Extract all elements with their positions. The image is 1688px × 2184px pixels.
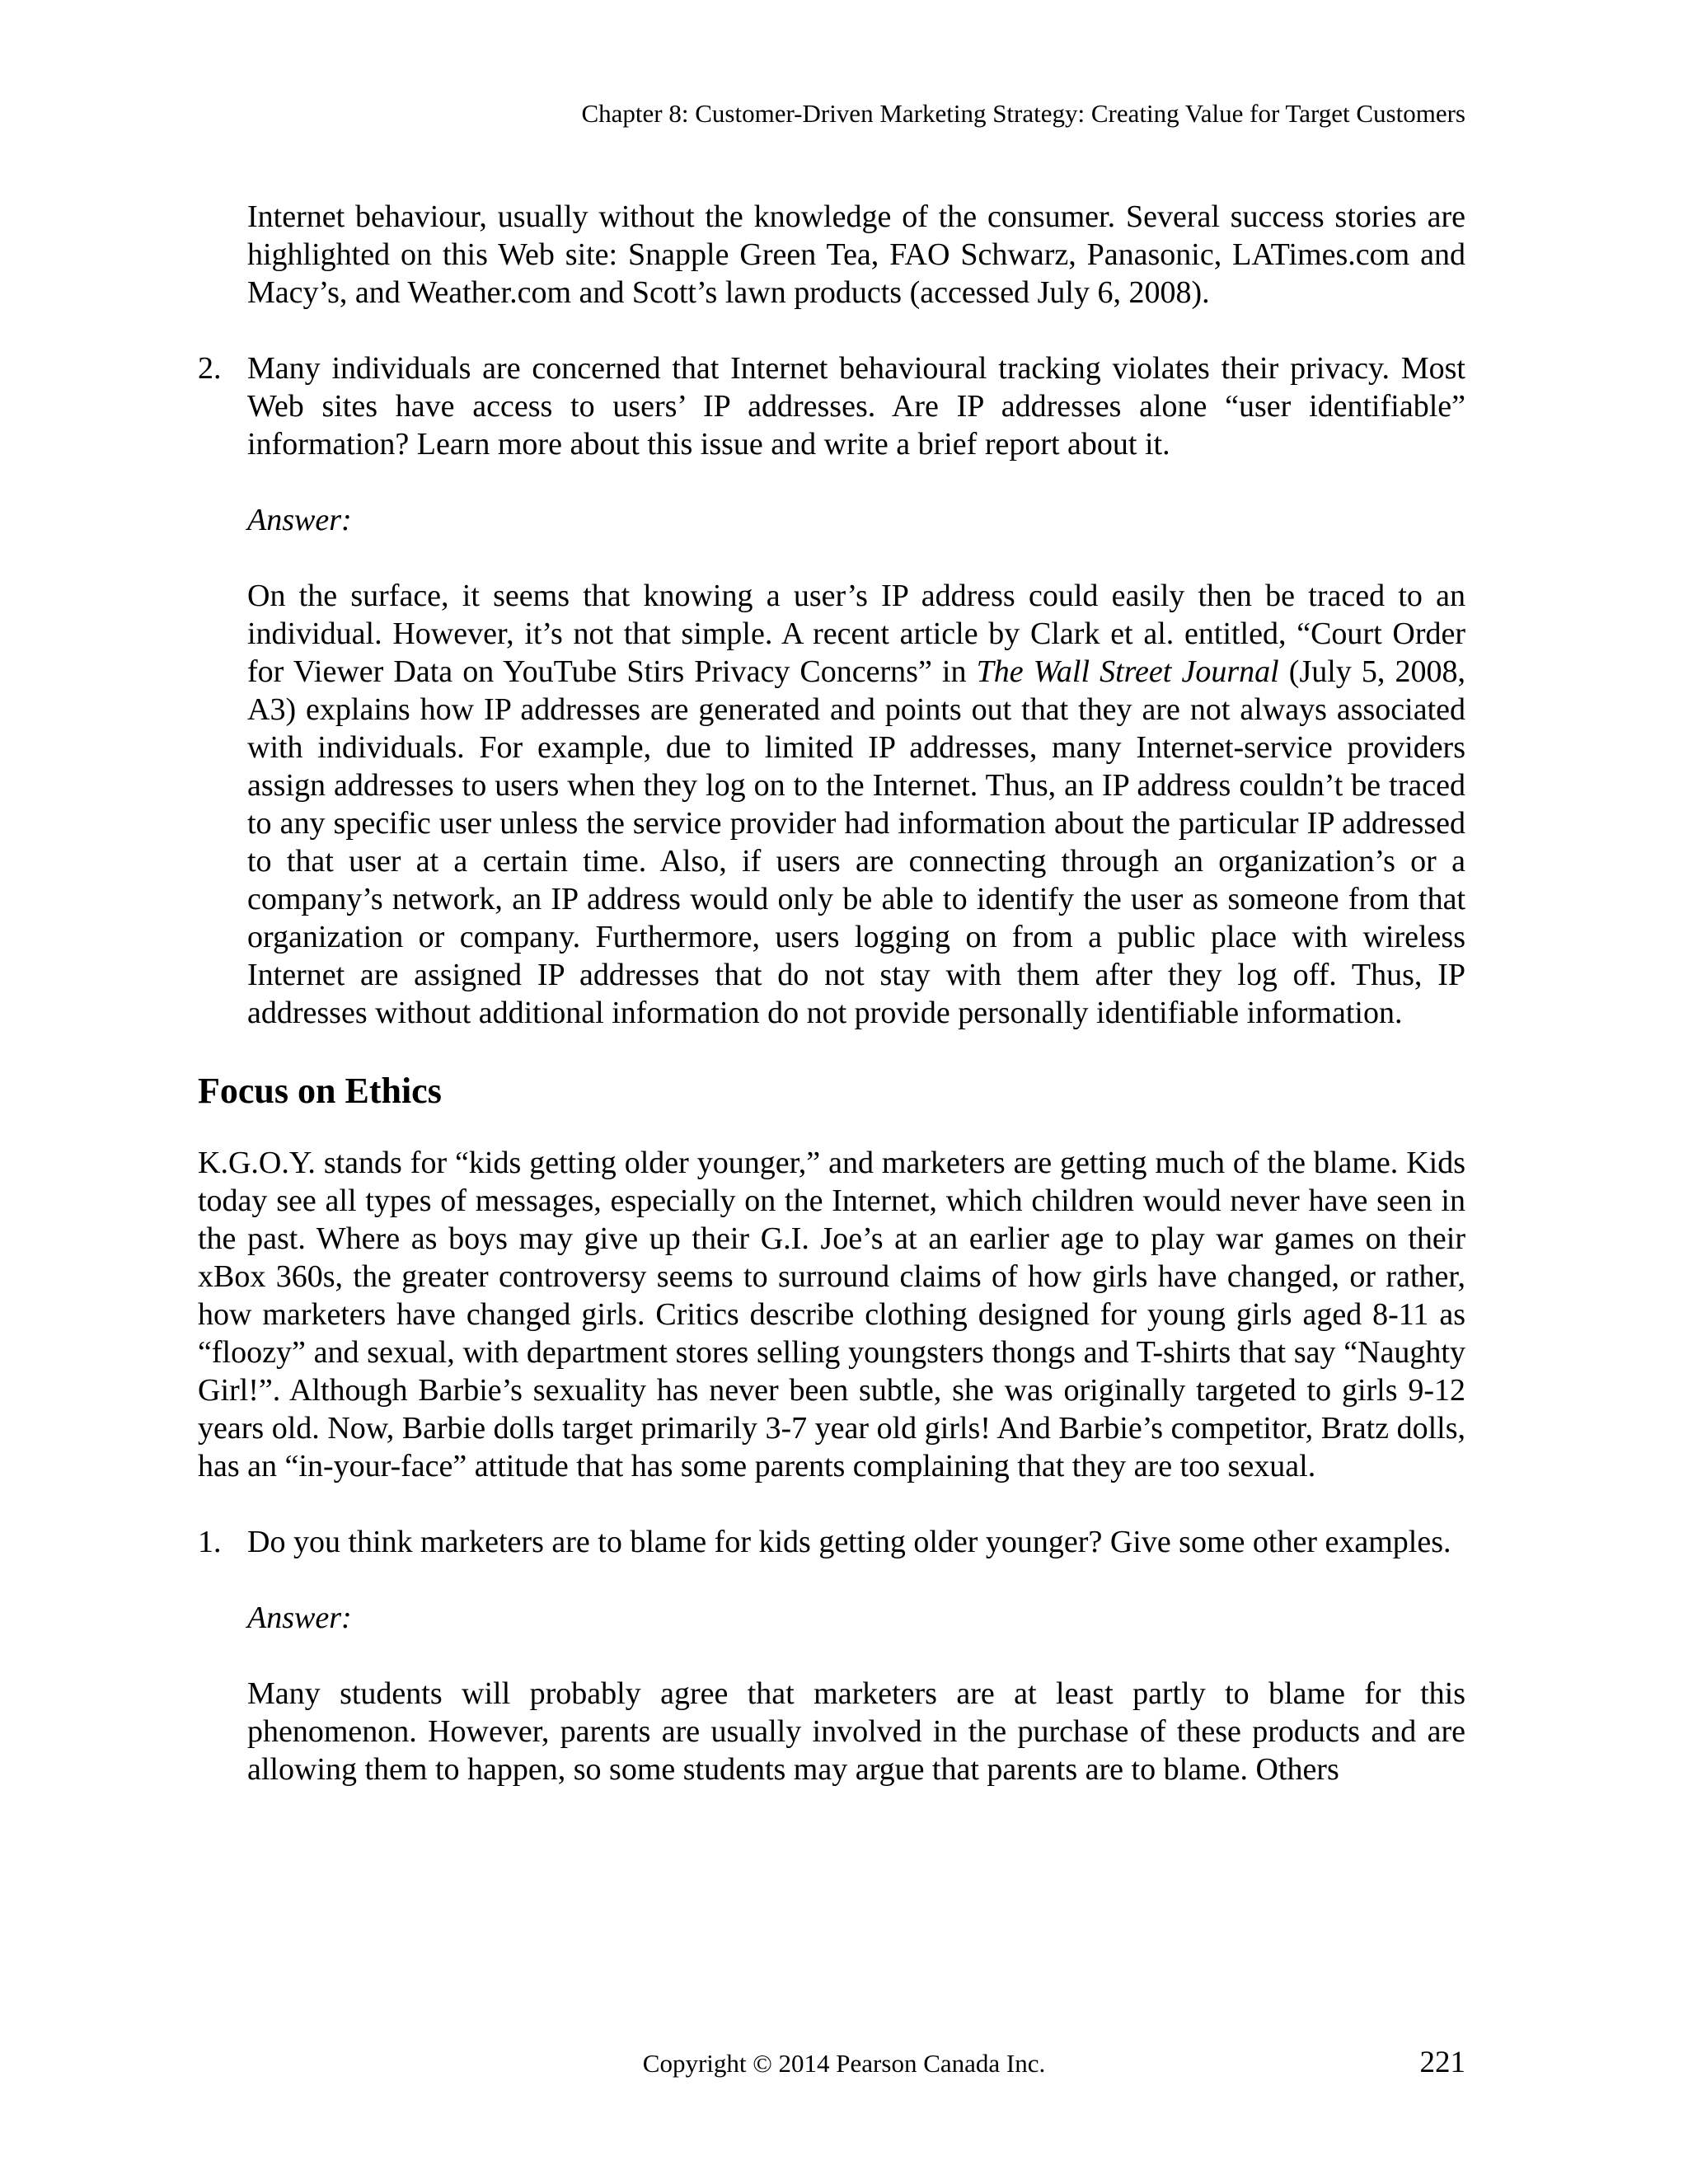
question-1-text: Do you think marketers are to blame for kids getting older younger? Give some other examples.: [247, 1525, 1451, 1559]
question-1-answer: Many students will probably agree that marketers are at least partly to blame for this phenomenon. However, parents are usually involved in the purchase of these products and are allowing them to happen, so some students may argue that parents are to blame. Others: [247, 1676, 1465, 1787]
question-2: [198, 349, 1465, 463]
section-heading: Focus on Ethics: [198, 1071, 442, 1111]
page-content: [198, 198, 1465, 1788]
copyright-footer: Copyright © 2014 Pearson Canada Inc.: [642, 2049, 1046, 2078]
question-1: [198, 1523, 1465, 1561]
question-2-text: Many individuals are concerned that Internet behavioural tracking violates their privacy. Most Web sites have access to users’ IP addresses. Are IP addresses alone “user identifiable” information? Learn more about this issue and write a brief report about it.: [247, 351, 1465, 462]
running-header: Chapter 8: Customer-Driven Marketing Strategy: Creating Value for Target Customers: [581, 99, 1465, 128]
question-1-number: 1.: [198, 1525, 222, 1559]
intro-paragraph: Internet behaviour, usually without the knowledge of the consumer. Several success stories are highlighted on this Web site: Snapple Green Tea, FAO Schwarz, Panasonic, LATimes.com and Macy’s, and Weather.com and Scott’s lawn products (accessed July 6, 2008).: [247, 199, 1465, 310]
page-number: 221: [1419, 2046, 1465, 2079]
question-1-answer-label: Answer:: [247, 1601, 352, 1635]
answer-text-part-1: On the surface, it seems that knowing a user’s IP address could easily then be traced to an individual. However, it’s not that simple. A recent article by Clark et al. entitled, “Court Order for Viewer Data on YouTube Stirs Privacy Concerns” in: [247, 579, 1465, 689]
section-intro-paragraph: K.G.O.Y. stands for “kids getting older younger,” and marketers are getting much of the blame. Kids today see all types of messages, especially on the Internet, which children would never have seen in the past. Where as boys may give up their G.I. Joe’s at an earlier age to play war games on their xBox 360s, the greater controversy seems to surround claims of how girls have changed, or rather, how marketers have changed girls. Critics describe clothing designed for young girls aged 8-11 as “floozy” and sexual, with department stores selling youngsters thongs and T-shirts that say “Naughty Girl!”. Although Barbie’s sexuality has never been subtle, she was originally targeted to girls 9-12 years old. Now, Barbie dolls target primarily 3-7 year old girls! And Barbie’s competitor, Bratz dolls, has an “in-your-face” attitude that has some parents complaining that they are too sexual.: [198, 1146, 1465, 1483]
publication-title: The Wall Street Journal: [976, 654, 1279, 689]
answer-text-part-2: (July 5, 2008, A3) explains how IP addresses are generated and points out that they are not always associated with individuals. For example, due to limited IP addresses, many Internet-service providers assign addresses to users when they log on to the Internet. Thus, an IP address couldn’t be traced to any specific user unless the service provider had information about the particular IP addressed to that user at a certain time. Also, if users are connecting through an organization’s or a company’s network, an IP address would only be able to identify the user as someone from that organization or company. Furthermore, users logging on from a public place with wireless Internet are assigned IP addresses that do not stay with them after they log off. Thus, IP addresses without additional information do not provide personally identifiable information.: [247, 654, 1466, 1030]
question-2-answer: [198, 577, 1465, 1032]
question-2-number: 2.: [198, 351, 222, 386]
question-2-answer-label: Answer:: [247, 503, 352, 537]
